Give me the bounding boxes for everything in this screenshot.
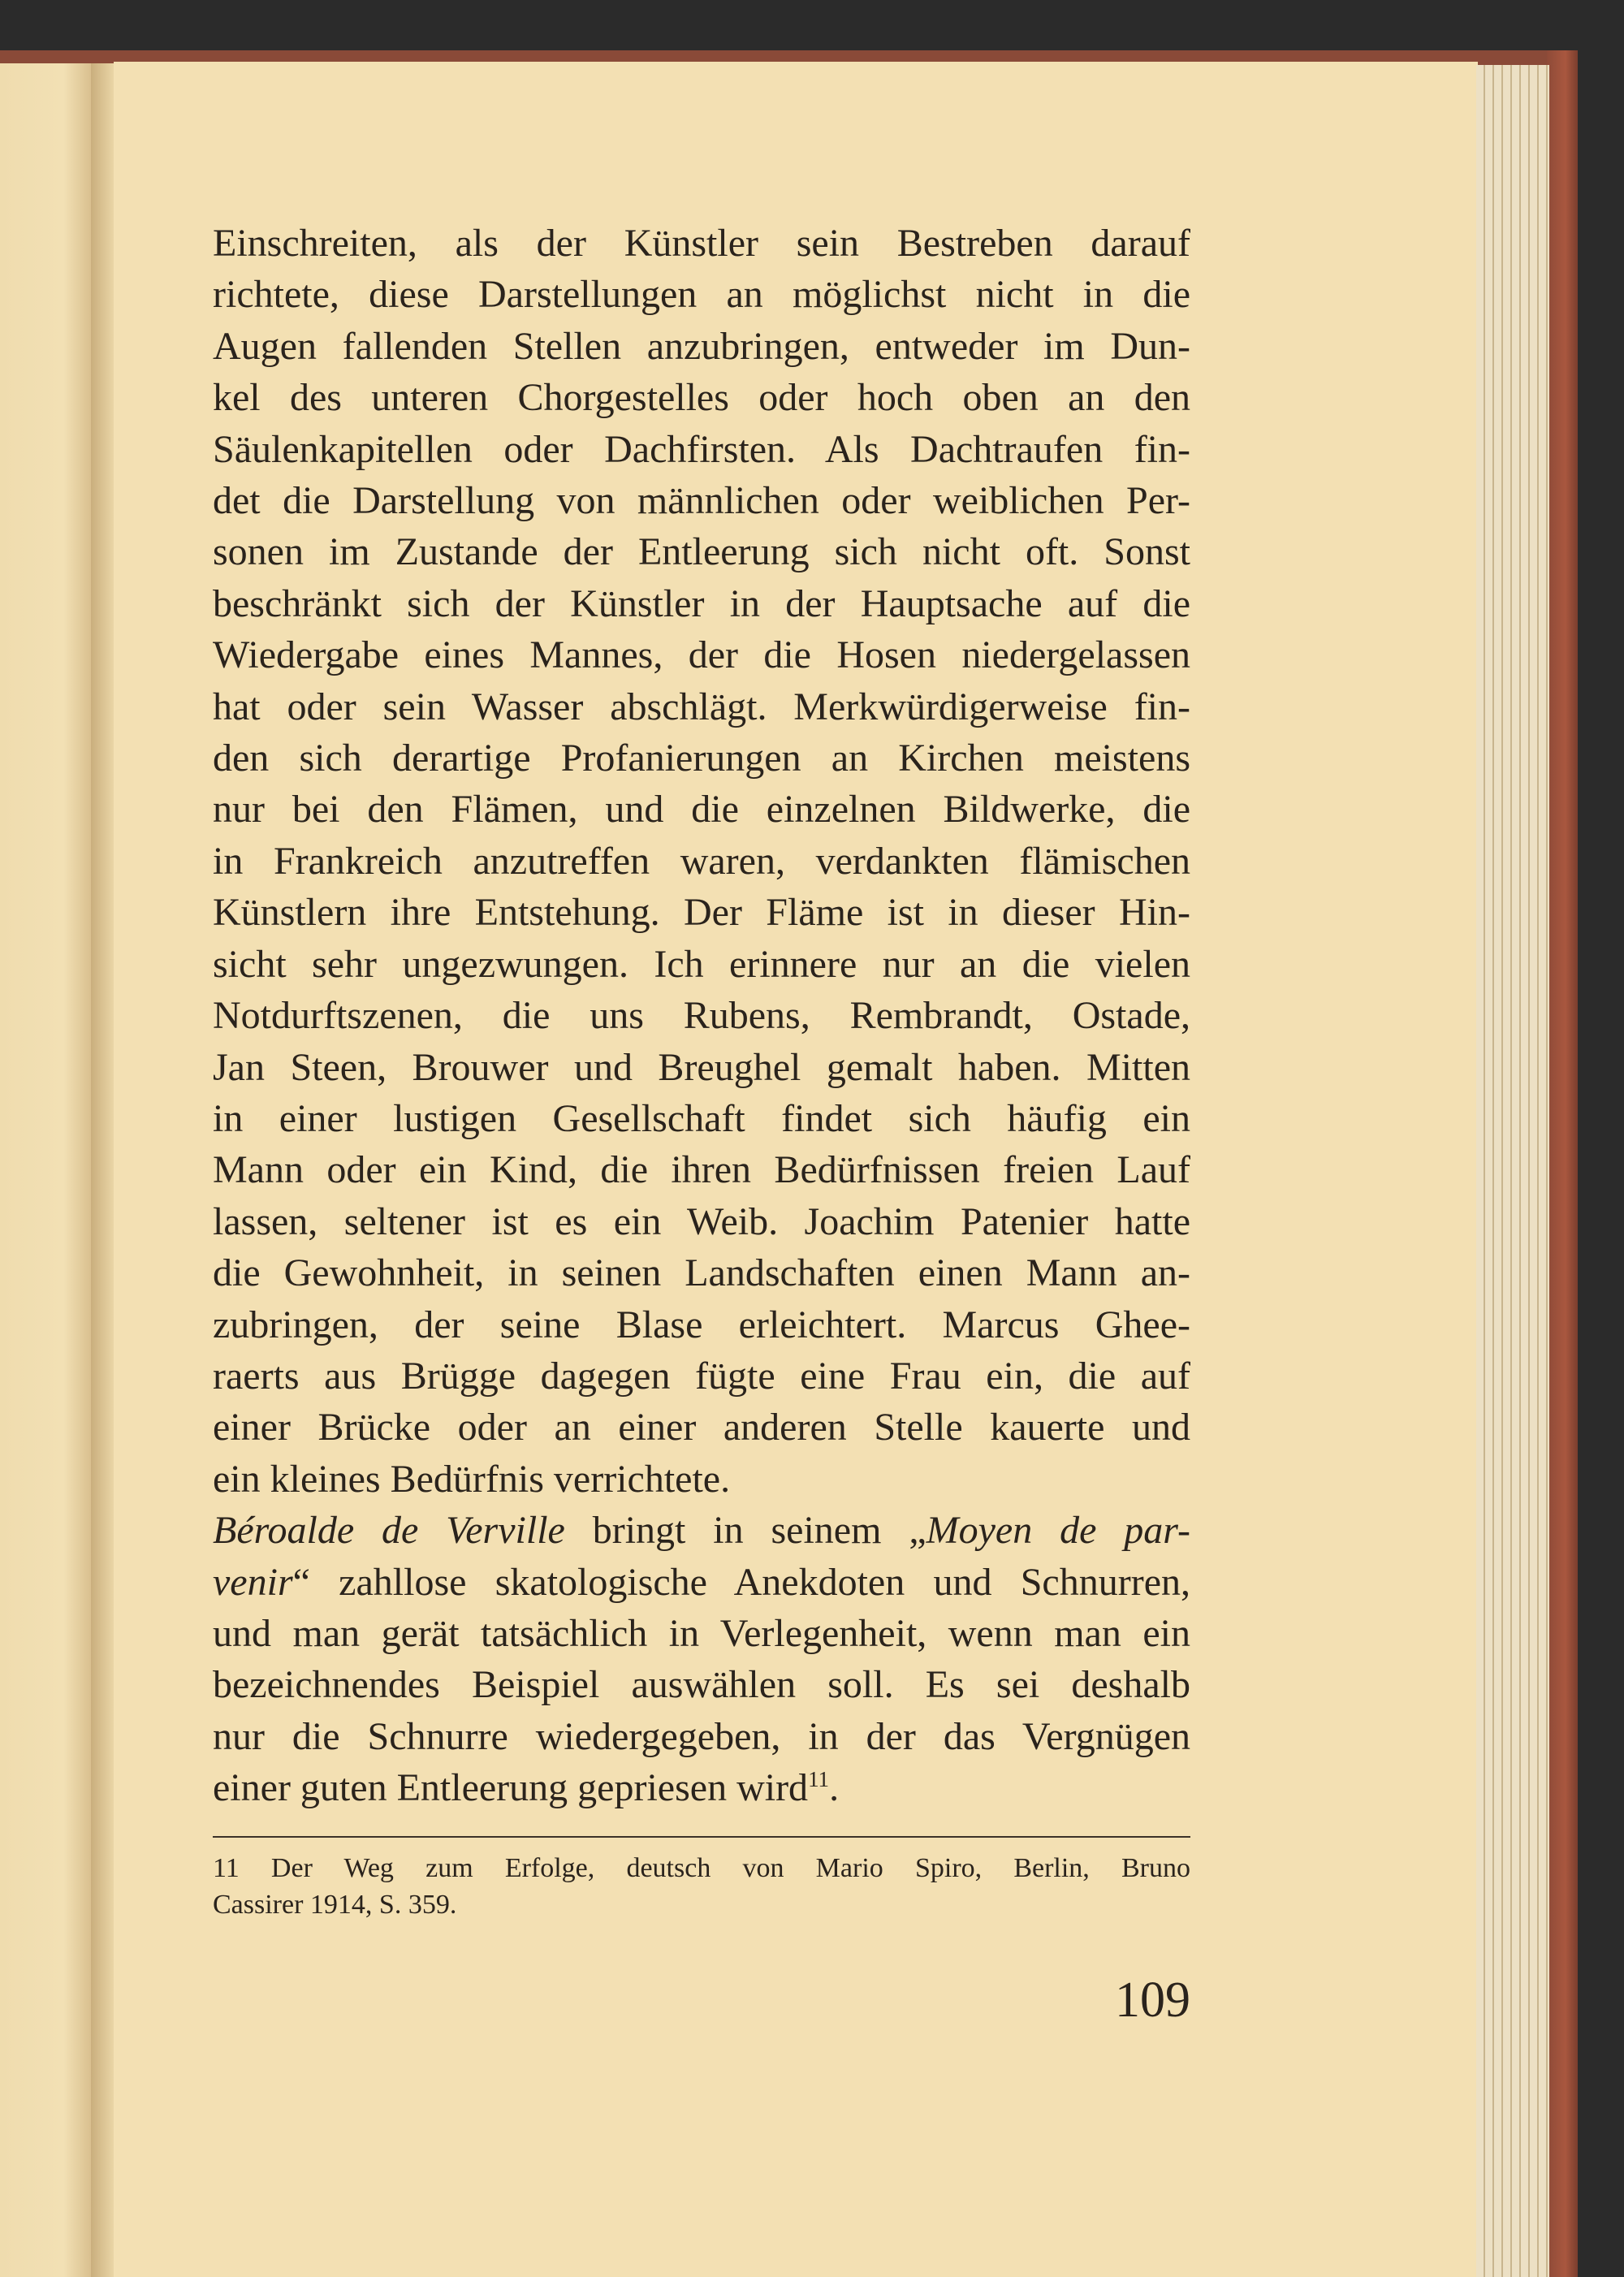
paragraph-1-line: Künstlern ihre Entstehung. Der Fläme ist in dieser Hin- bbox=[213, 891, 1190, 935]
paragraph-2-line-1 bbox=[213, 1505, 1190, 1556]
footnote-line-1: 11 Der Weg zum Erfolge, deutsch von Mario Spiro, Berlin, Bruno bbox=[213, 1853, 1190, 1883]
footnote-reference[interactable]: 11 bbox=[808, 1767, 830, 1792]
text-segment: “ zahllose skatologische Anekdoten und Schnurren, bbox=[292, 1560, 1190, 1604]
work-title-part-2: venir bbox=[213, 1560, 293, 1604]
paragraph-1-line: lassen, seltener ist es ein Weib. Joachim Patenier hatte bbox=[213, 1199, 1190, 1243]
footnote bbox=[213, 1850, 1190, 1923]
footnote-line-2: Cassirer 1914, S. 359. bbox=[213, 1890, 457, 1920]
paragraph-1-line: den sich derartige Profanierungen an Kirchen meistens bbox=[213, 737, 1190, 780]
paragraph-2-line: bezeichnendes Beispiel auswählen soll. Es sei deshalb bbox=[213, 1663, 1190, 1707]
paragraph-1-line: beschränkt sich der Künstler in der Hauptsache auf die bbox=[213, 581, 1190, 625]
paragraph-1-last-line: ein kleines Bedürfnis verrichtete. bbox=[213, 1457, 731, 1501]
paragraph-1-line: Wiedergabe eines Mannes, der die Hosen niedergelassen bbox=[213, 633, 1190, 677]
paragraph-1-line: kel des unteren Chorgestelles oder hoch oben an den bbox=[213, 376, 1190, 420]
page-stack-edges bbox=[1476, 65, 1549, 2277]
paragraph-1 bbox=[213, 218, 1190, 1454]
body-text bbox=[213, 218, 1190, 1814]
paragraph-1-line: raerts aus Brügge dagegen fügte eine Frau ein, die auf bbox=[213, 1354, 1190, 1398]
paragraph-2 bbox=[213, 1505, 1190, 1813]
book-cover-right-edge bbox=[1547, 50, 1578, 2277]
paragraph-1-line: in einer lustigen Gesellschaft findet sich häufig ein bbox=[213, 1096, 1190, 1140]
paragraph-1-line: Mann oder ein Kind, die ihren Bedürfnissen freien Lauf bbox=[213, 1148, 1190, 1192]
paragraph-1-line: hat oder sein Wasser abschlägt. Merkwürdigerweise fin- bbox=[213, 685, 1190, 728]
paragraph-2-line: und man gerät tatsächlich in Verlegenheit, wenn man ein bbox=[213, 1611, 1190, 1655]
paragraph-1-line: det die Darstellung von männlichen oder weiblichen Per- bbox=[213, 479, 1190, 523]
paragraph-1-line: Jan Steen, Brouwer und Breughel gemalt haben. Mitten bbox=[213, 1045, 1190, 1089]
paragraph-1-line: Einschreiten, als der Künstler sein Bestreben darauf bbox=[213, 222, 1190, 265]
paragraph-1-line: Säulenkapitellen oder Dachfirsten. Als Dachtraufen fin- bbox=[213, 427, 1190, 471]
page-number: 109 bbox=[1115, 1972, 1190, 2028]
paragraph-2-line-2 bbox=[213, 1557, 1190, 1608]
paragraph-1-line: Augen fallenden Stellen anzubringen, entweder im Dun- bbox=[213, 324, 1190, 368]
paragraph-1-line: zubringen, der seine Blase erleichtert. Marcus Ghee- bbox=[213, 1303, 1190, 1346]
paragraph-1-line: Notdurftszenen, die uns Rubens, Rembrandt, Ostade, bbox=[213, 994, 1190, 1038]
paragraph-2-line: nur die Schnurre wiedergegeben, in der das Vergnügen bbox=[213, 1714, 1190, 1758]
paragraph-1-line: einer Brücke oder an einer anderen Stelle kauerte und bbox=[213, 1406, 1190, 1450]
paragraph-1-line: richtete, diese Darstellungen an möglichst nicht in die bbox=[213, 273, 1190, 317]
paragraph-1-line: sonen im Zustande der Entleerung sich nicht oft. Sonst bbox=[213, 530, 1190, 574]
paragraph-2-middle-lines bbox=[213, 1608, 1190, 1762]
text-segment: einer guten Entleerung gepriesen wird bbox=[213, 1766, 809, 1810]
work-title-part-1: Moyen de par- bbox=[926, 1509, 1190, 1553]
paragraph-1-line: die Gewohnheit, in seinen Landschaften einen Mann an- bbox=[213, 1251, 1190, 1295]
text-segment: . bbox=[829, 1766, 840, 1810]
paragraph-1-line: in Frankreich anzutreffen waren, verdankten flämischen bbox=[213, 839, 1190, 883]
paragraph-1-line: sicht sehr ungezwungen. Ich erinnere nur an die vielen bbox=[213, 942, 1190, 986]
author-name: Béroalde de Verville bbox=[213, 1509, 565, 1553]
paragraph-1-line: nur bei den Flämen, und die einzelnen Bildwerke, die bbox=[213, 788, 1190, 832]
footnote-divider bbox=[213, 1836, 1190, 1838]
text-segment: bringt in seinem „ bbox=[564, 1509, 926, 1553]
left-page-edge bbox=[0, 63, 93, 2277]
book-gutter bbox=[91, 63, 115, 2277]
paragraph-2-last-line bbox=[213, 1762, 1190, 1813]
